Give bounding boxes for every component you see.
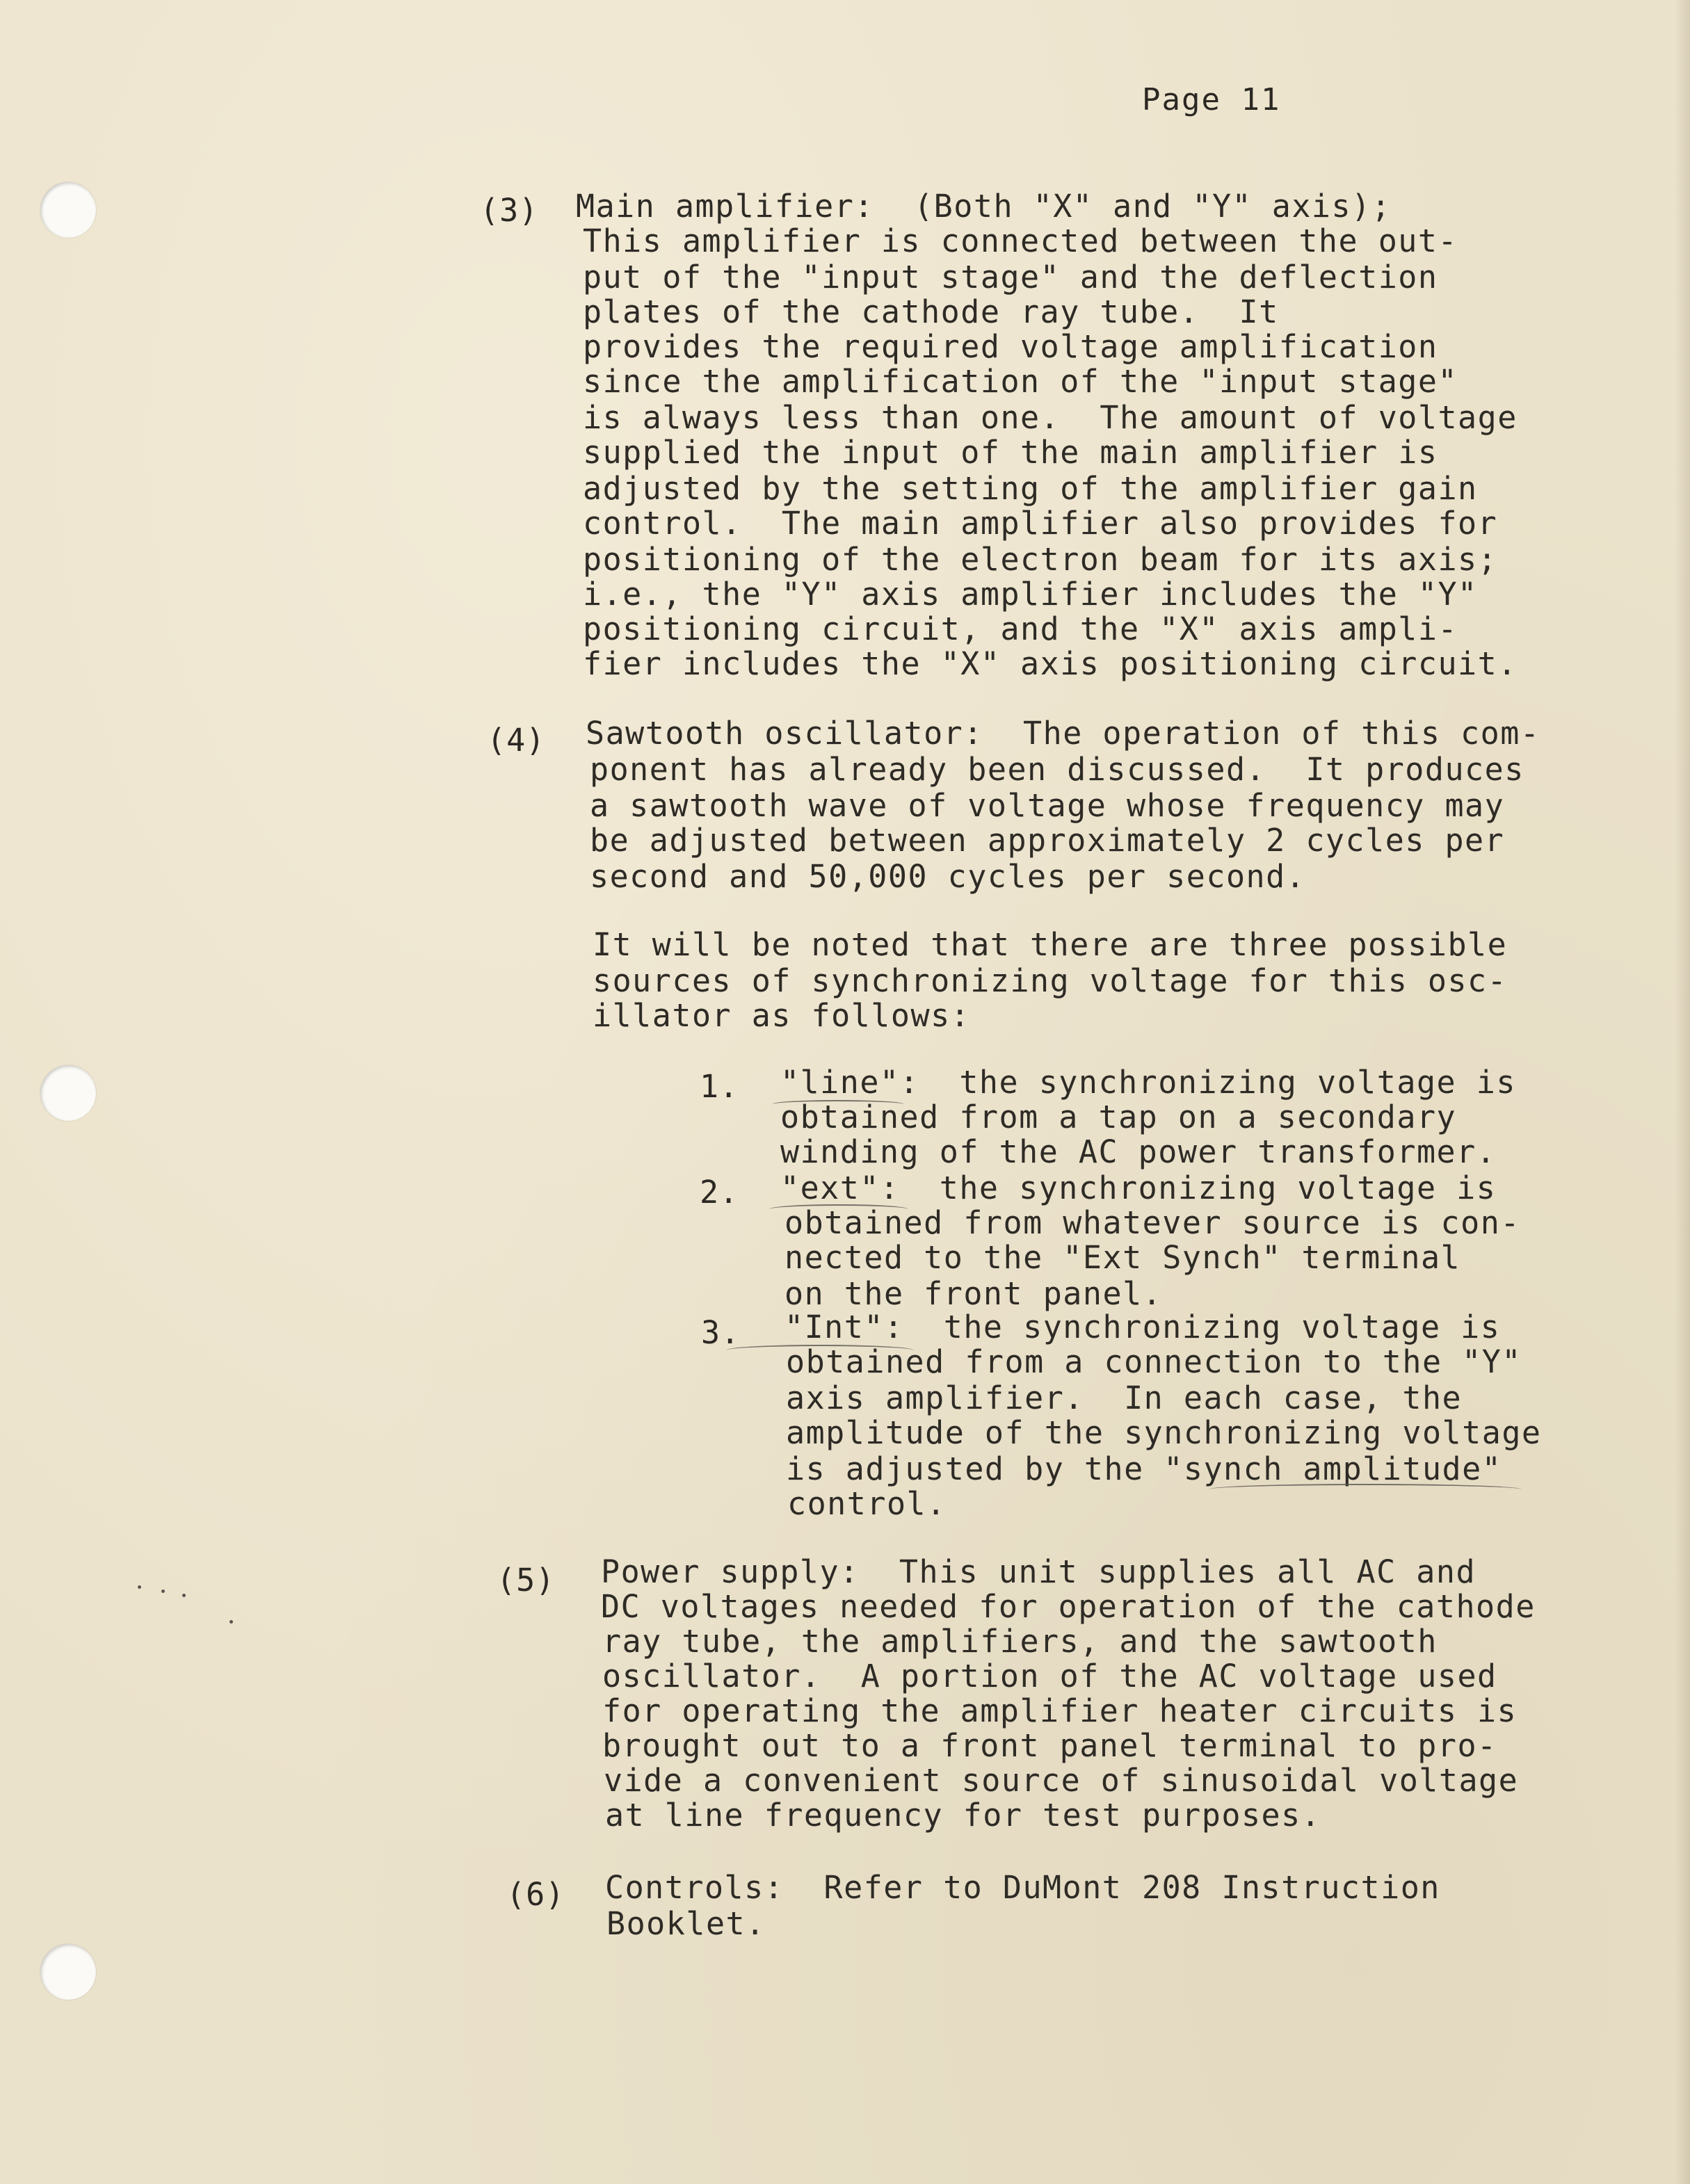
text-line: positioning circuit, and the "X" axis ampli-: [583, 610, 1458, 647]
text-line: put of the "input stage" and the deflection: [583, 259, 1438, 296]
list-item-line: control.: [787, 1485, 947, 1522]
stray-mark: [182, 1594, 186, 1597]
stray-mark: [230, 1620, 233, 1624]
text-line: since the amplification of the "input stage": [583, 363, 1458, 400]
text-line: fier includes the "X" axis positioning circuit.: [583, 645, 1518, 682]
text-line: Power supply: This unit supplies all AC and: [601, 1553, 1476, 1590]
text-line: is always less than one. The amount of voltage: [583, 399, 1518, 436]
list-item-line: "Int": the synchronizing voltage is: [784, 1309, 1501, 1345]
text-line: ray tube, the amplifiers, and the sawtooth: [602, 1623, 1438, 1660]
text-line: positioning of the electron beam for its axis;: [583, 541, 1498, 578]
text-line: It will be noted that there are three possible: [593, 926, 1508, 963]
list-number: 1.: [700, 1068, 739, 1105]
text-line: for operating the amplifier heater circuits is: [602, 1692, 1518, 1729]
page-number: Page 11: [1142, 82, 1281, 118]
text-line: Sawtooth oscillator: The operation of this com-: [586, 715, 1540, 752]
section-marker: (5): [497, 1562, 556, 1599]
list-item-line: obtained from whatever source is con-: [784, 1204, 1520, 1241]
list-item-line: obtained from a connection to the "Y": [786, 1343, 1522, 1380]
stray-mark: [138, 1585, 141, 1589]
text-line: a sawtooth wave of voltage whose frequency may: [590, 787, 1505, 824]
text-line: DC voltages needed for operation of the cathode: [601, 1588, 1536, 1625]
list-item-line: axis amplifier. In each case, the: [786, 1380, 1463, 1416]
pencil-underline: [726, 1345, 914, 1356]
list-item-line: on the front panel.: [784, 1275, 1163, 1312]
text-line: This amplifier is connected between the out-: [583, 223, 1458, 259]
text-line: adjusted by the setting of the amplifier gain: [583, 470, 1478, 507]
list-item-line: nected to the "Ext Synch" terminal: [784, 1239, 1461, 1276]
text-line: supplied the input of the main amplifier is: [583, 434, 1438, 471]
text-line: i.e., the "Y" axis amplifier includes the "Y": [583, 576, 1478, 613]
pencil-underline: [769, 1204, 908, 1214]
list-item-line: is adjusted by the "synch amplitude": [786, 1450, 1502, 1487]
text-line: brought out to a front panel terminal to pro-: [602, 1727, 1497, 1764]
text-line: Controls: Refer to DuMont 208 Instruction: [605, 1869, 1440, 1906]
paper-edge-shadow: [1675, 0, 1690, 2184]
stray-mark: [161, 1590, 165, 1593]
text-line: vide a convenient source of sinusoidal voltage: [604, 1762, 1519, 1799]
binder-hole-top: [40, 182, 96, 238]
text-line: at line frequency for test purposes.: [605, 1797, 1321, 1834]
text-line: illator as follows:: [593, 997, 971, 1034]
list-item-line: winding of the AC power transformer.: [780, 1133, 1497, 1170]
section-marker: (6): [506, 1876, 565, 1913]
text-line: provides the required voltage amplification: [583, 328, 1438, 365]
list-item-line: obtained from a tap on a secondary: [780, 1099, 1457, 1135]
text-line: oscillator. A portion of the AC voltage used: [602, 1658, 1497, 1694]
text-line: ponent has already been discussed. It produces: [590, 751, 1524, 788]
section-marker: (4): [487, 722, 546, 759]
list-item-line: "line": the synchronizing voltage is: [780, 1064, 1516, 1101]
text-line: second and 50,000 cycles per second.: [590, 858, 1306, 895]
list-item-line: "ext": the synchronizing voltage is: [780, 1170, 1497, 1206]
pencil-underline: [772, 1100, 904, 1108]
text-line: Main amplifier: (Both "X" and "Y" axis);: [576, 188, 1392, 225]
list-item-line: amplitude of the synchronizing voltage: [786, 1414, 1542, 1451]
text-line: Booklet.: [606, 1905, 766, 1942]
text-line: control. The main amplifier also provides for: [583, 505, 1498, 542]
binder-hole-bottom: [40, 1944, 96, 2000]
binder-hole-middle: [40, 1065, 96, 1121]
pencil-underline: [1209, 1484, 1522, 1495]
list-number: 3.: [701, 1314, 741, 1351]
text-line: be adjusted between approximately 2 cycles per: [590, 822, 1505, 859]
text-line: plates of the cathode ray tube. It: [583, 293, 1279, 330]
section-marker: (3): [480, 192, 539, 229]
text-line: sources of synchronizing voltage for this osc-: [593, 962, 1508, 999]
list-number: 2.: [700, 1174, 739, 1211]
